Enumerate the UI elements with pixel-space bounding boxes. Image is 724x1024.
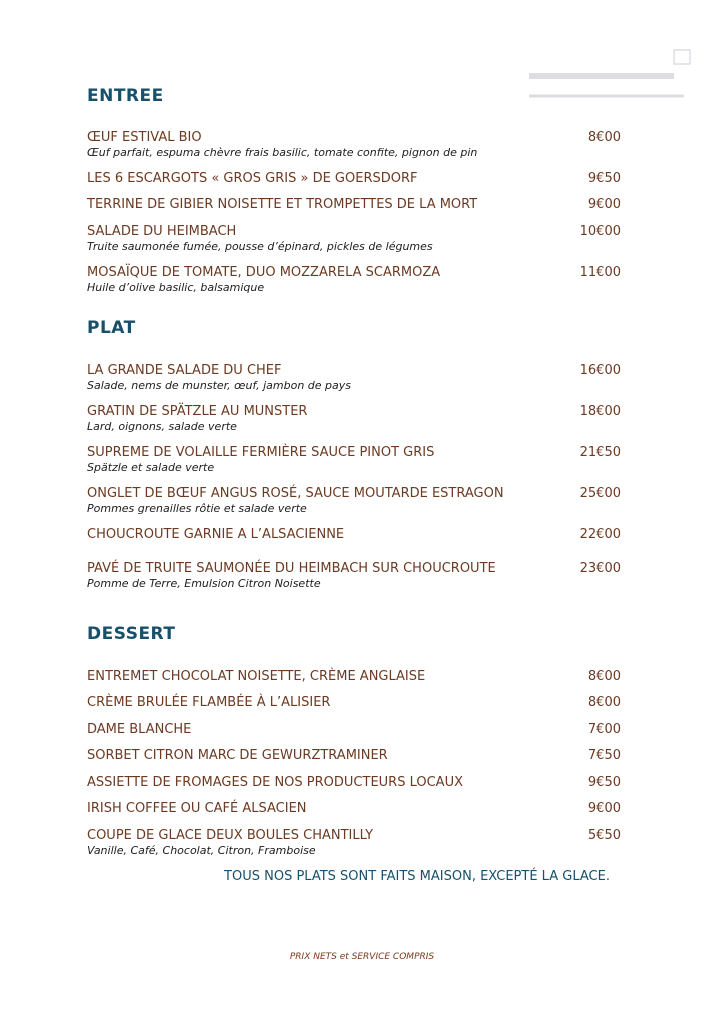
item-name: ENTREMET CHOCOLAT NOISETTE, CRÈME ANGLAISE [87,669,426,684]
item-price: 9€00 [587,197,621,212]
prices-note: PRIX NETS et SERVICE COMPRIS [289,952,435,962]
item-name: SALADE DU HEIMBACH [87,224,237,239]
item-name: ŒUF ESTIVAL BIO [87,130,202,145]
item-name: CHOUCROUTE GARNIE A L’ALSACIENNE [87,527,345,542]
menu-item [87,561,621,590]
item-price: 23€00 [579,561,621,576]
section-title-plat: PLAT [87,318,136,338]
item-description: Pommes grenailles rôtie et salade verte [87,502,307,515]
item-description: Truite saumonée fumée, pousse d’épinard, pickles de légumes [87,240,433,253]
menu-item [87,828,621,857]
item-price: 9€50 [587,171,621,186]
item-name: DAME BLANCHE [87,722,192,737]
item-price: 18€00 [579,404,621,419]
menu-item [87,486,621,515]
item-price: 8€00 [587,695,621,710]
logo-watermark-icon [524,48,694,108]
menu-item [87,695,621,710]
item-name: LES 6 ESCARGOTS « GROS GRIS » DE GOERSDORF [87,171,418,186]
item-description: Huile d’olive basilic, balsamique [87,281,265,294]
item-price: 8€00 [587,669,621,684]
item-name: ASSIETTE DE FROMAGES DE NOS PRODUCTEURS LOCAUX [87,775,463,790]
item-description: Pomme de Terre, Emulsion Citron Noisette [87,577,321,590]
item-price: 11€00 [579,265,621,280]
section-title-dessert: DESSERT [87,624,176,644]
menu-item [87,224,621,253]
item-name: CRÈME BRULÉE FLAMBÉE À L’ALISIER [87,695,331,710]
item-name: MOSAÏQUE DE TOMATE, DUO MOZZARELA SCARMOZA [87,265,441,280]
item-price: 9€00 [587,801,621,816]
house-made-note: TOUS NOS PLATS SONT FAITS MAISON, EXCEPTÉ LA GLACE. [224,869,610,884]
item-price: 10€00 [579,224,621,239]
item-description: Lard, oignons, salade verte [87,420,237,433]
item-description: Salade, nems de munster, œuf, jambon de pays [87,379,352,392]
item-price: 8€00 [587,130,621,145]
item-description: Vanille, Café, Chocolat, Citron, Framboise [87,844,316,857]
item-price: 22€00 [579,527,621,542]
item-name: PAVÉ DE TRUITE SAUMONÉE DU HEIMBACH SUR CHOUCROUTE [87,561,496,576]
item-name: SORBET CITRON MARC DE GEWURZTRAMINER [87,748,388,763]
menu-item [87,404,621,433]
item-name: ONGLET DE BŒUF ANGUS ROSÉ, SAUCE MOUTARDE ESTRAGON [87,486,504,501]
menu-item [87,669,621,684]
item-name: COUPE DE GLACE DEUX BOULES CHANTILLY [87,828,374,843]
item-price: 7€00 [587,722,621,737]
item-name: TERRINE DE GIBIER NOISETTE ET TROMPETTES DE LA MORT [87,197,478,212]
menu-item [87,775,621,790]
menu-item [87,801,621,816]
menu-item [87,171,621,186]
item-price: 9€50 [587,775,621,790]
item-name: LA GRANDE SALADE DU CHEF [87,363,282,378]
item-price: 21€50 [579,445,621,460]
menu-item [87,527,621,542]
menu-item [87,363,621,392]
menu-item [87,748,621,763]
item-price: 7€50 [587,748,621,763]
menu-item [87,197,621,212]
item-name: SUPREME DE VOLAILLE FERMIÈRE SAUCE PINOT GRIS [87,445,435,460]
section-title-entree: ENTREE [87,86,164,106]
item-name: IRISH COFFEE OU CAFÉ ALSACIEN [87,801,307,816]
item-price: 16€00 [579,363,621,378]
item-price: 5€50 [587,828,621,843]
menu-item [87,445,621,474]
menu-item [87,265,621,294]
item-price: 25€00 [579,486,621,501]
menu-item [87,130,621,159]
menu-item [87,722,621,737]
item-description: Œuf parfait, espuma chèvre frais basilic, tomate confite, pignon de pin [87,146,478,159]
item-description: Spätzle et salade verte [87,461,215,474]
item-name: GRATIN DE SPÄTZLE AU MUNSTER [87,404,308,419]
